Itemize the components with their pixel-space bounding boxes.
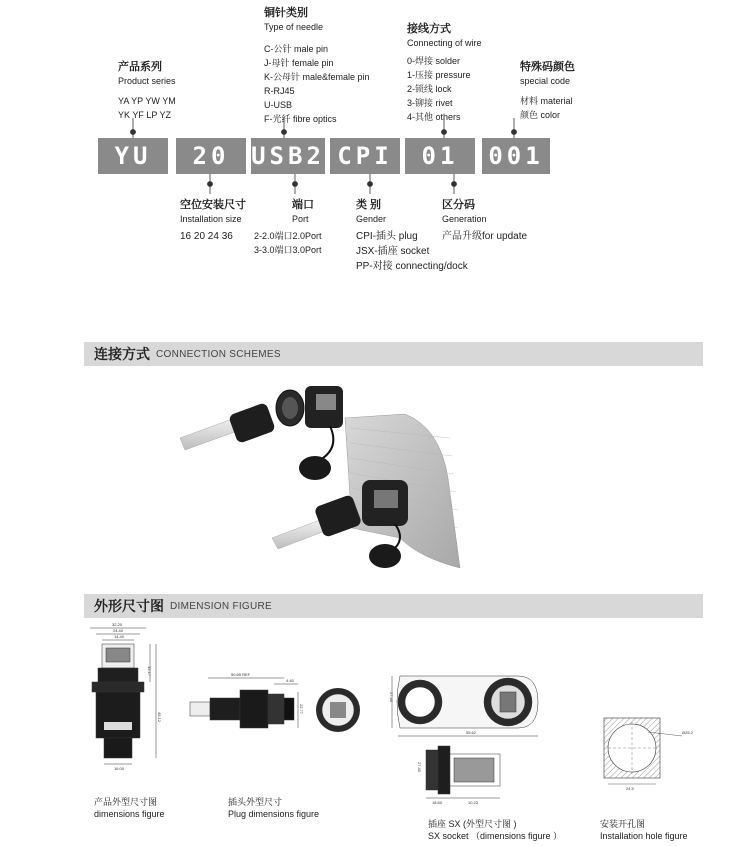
generation-item: 产品升级for update (442, 231, 528, 242)
product-dimension-drawing (86, 622, 166, 782)
wire-item: 0-焊接 solder (407, 56, 461, 66)
socket-dim-caption-en: SX socket （dimensions figure ） (428, 831, 563, 841)
wire-item: 1-压接 pressure (407, 70, 471, 80)
code-box-size: 20 (176, 138, 246, 174)
needle-title-cn: 铜针类别 (264, 7, 308, 19)
special-item: 材料 material (520, 96, 573, 106)
wire-item: 4-其他 others (407, 112, 461, 122)
needle-item: R-RJ45 (264, 86, 295, 96)
wire-item: 2-锁线 lock (407, 84, 452, 94)
plug-dim-caption (228, 796, 319, 820)
product-dim-caption-cn: 产品外型尺寸图 (94, 797, 158, 807)
port-title-cn: 端口 (292, 199, 314, 211)
code-box-gender: CPI (330, 138, 400, 174)
special-title-cn: 特殊码颜色 (520, 61, 575, 73)
wire-title-en: Connecting of wire (407, 38, 482, 48)
product-dim-h2: 45.12 (157, 712, 162, 723)
hole-dim-caption (600, 818, 688, 842)
port-title-en: Port (292, 214, 309, 224)
installation-size-block (180, 198, 246, 244)
connection-illustration (0, 368, 750, 608)
needle-item: U-USB (264, 100, 293, 110)
plug-dim-d2: 22.77 (299, 704, 304, 715)
special-item: 颜色 color (520, 110, 561, 120)
gender-title-cn: 类 别 (356, 199, 382, 211)
series-title-en: Product series (118, 76, 176, 86)
gender-item: JSX-插座 socket (356, 246, 430, 257)
series-item: YK YF LP YZ (118, 110, 172, 120)
special-title-en: special code (520, 76, 571, 86)
hole-dim-caption-cn: 安装开孔图 (600, 819, 646, 829)
wire-title-cn: 接线方式 (407, 23, 451, 35)
code-box-special: 001 (482, 138, 550, 174)
needle-item: C-公针 male pin (264, 44, 329, 54)
product-dim-d1: 32.20 (112, 622, 123, 627)
dimension-title-en: DIMENSION FIGURE (170, 600, 273, 612)
code-box-wire: 01 (405, 138, 475, 174)
plug-dimension-drawing (186, 672, 376, 752)
needle-item: K-公母针 male&female pin (264, 72, 370, 82)
generation-title-en: Generation (442, 214, 487, 224)
port-block (254, 198, 322, 257)
port-item: 2-2.0端口2.0Port (254, 231, 322, 241)
port-item: 3-3.0端口3.0Port (254, 245, 322, 255)
wire-item: 3-铆接 rivet (407, 98, 453, 108)
product-dim-d4: 16.00 (114, 766, 125, 771)
generation-title-cn: 区分码 (442, 199, 475, 211)
generation-block (442, 198, 527, 244)
plug-dim-d1: 4.45 (286, 678, 294, 683)
size-title-cn: 空位安装尺寸 (180, 199, 246, 211)
socket-dimension-drawing (388, 668, 548, 818)
needle-item: F-光纤 fibre optics (264, 114, 337, 124)
socket-dim-a: 18.60 (432, 800, 443, 805)
series-item: YA YP YW YM (118, 96, 176, 106)
dimension-section-header (84, 594, 703, 618)
series-title-cn: 产品系列 (118, 61, 162, 73)
plug-dim-caption-cn: 插头外型尺寸 (228, 797, 283, 807)
hole-dim-caption-en: Installation hole figure (600, 831, 688, 841)
connection-title-en: CONNECTION SCHEMES (156, 348, 281, 360)
product-dim-h1: 12.17 (147, 666, 152, 677)
product-dim-d3: 14.40 (114, 634, 125, 639)
code-box-series: YU (98, 138, 168, 174)
connection-title-cn: 连接方式 (94, 346, 150, 362)
hole-dim-d: Ø25.2 (682, 730, 693, 735)
connection-section-header (84, 342, 703, 366)
size-title-en: Installation size (180, 214, 242, 224)
plug-dim-ref: 50.65 REF (231, 672, 251, 677)
socket-dim-c: 27.40 (417, 762, 422, 773)
product-dim-caption (94, 796, 165, 820)
needle-title-en: Type of needle (264, 22, 324, 32)
hole-dim-w: 24.5 (626, 786, 634, 791)
hole-dimension-drawing (596, 712, 706, 802)
socket-dim-w: 55.62 (466, 730, 477, 735)
gender-item: CPI-插头 plug (356, 231, 418, 242)
socket-dim-h: 27.40 (389, 692, 394, 703)
socket-dim-caption (428, 818, 562, 842)
gender-item: PP-对接 connecting/dock (356, 261, 468, 272)
size-item: 16 20 24 36 (180, 231, 233, 242)
product-dim-d2: 24.40 (113, 628, 124, 633)
socket-dim-caption-cn: 插座 SX (外型尺寸图 ) (428, 819, 517, 829)
code-box-needle: USB2 (251, 138, 325, 174)
gender-title-en: Gender (356, 214, 387, 224)
dimension-title-cn: 外形尺寸图 (94, 598, 164, 614)
plug-dim-caption-en: Plug dimensions figure (228, 809, 320, 819)
product-dim-caption-en: dimensions figure (94, 809, 165, 819)
needle-item: J-母针 female pin (264, 58, 334, 68)
socket-dim-b: 10.23 (468, 800, 479, 805)
